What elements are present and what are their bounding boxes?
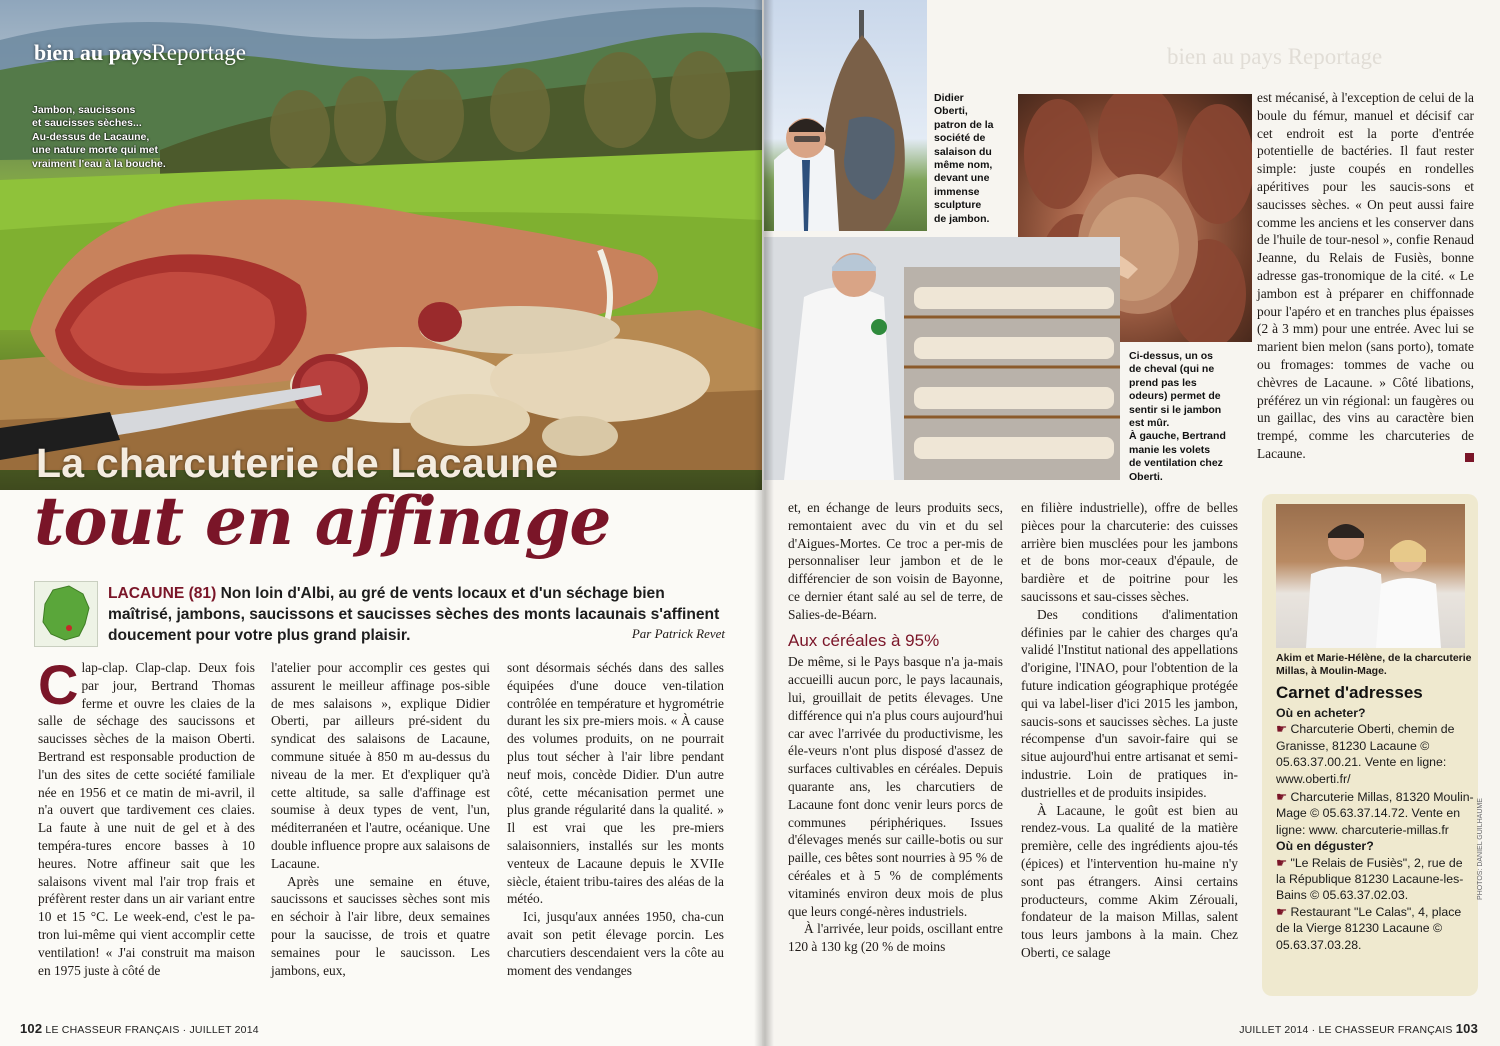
drop-cap: C xyxy=(38,653,79,716)
col6-para-3: À Lacaune, le goût est bien au rendez-vous. La qualité de la matière première, celle des ingrédients ajou-tés (épices) et l'intervention hu-maine n'y sont pas étrangers. Ainsi certains producteurs, comme Akim Zérouali, fondateur de la maison Millas, salent tous leurs jambons à la main. Chez Oberti, ce salage xyxy=(1021,802,1238,960)
section-rubric xyxy=(34,40,246,66)
caption-line: odeurs) permet de xyxy=(1129,390,1221,403)
hero-illustration xyxy=(0,0,762,490)
column-4-top xyxy=(1257,89,1474,462)
carnet-entry-relais xyxy=(1276,855,1474,904)
col5-para-3: À l'arrivée, leur poids, oscillant entre 120 à 130 kg (20 % de moins xyxy=(788,921,1003,955)
france-map-icon xyxy=(34,581,98,647)
caption-line: même nom, xyxy=(934,159,993,172)
caption-line: Oberti, xyxy=(934,105,968,118)
caption-line: est mûr. xyxy=(1129,417,1170,430)
carnet-entry-text: Restaurant "Le Calas", 4, place de la Vierge 81230 Lacaune © 05.63.37.03.28. xyxy=(1276,904,1462,952)
hero-caption-line: et saucisses sèches... xyxy=(32,117,142,130)
end-mark xyxy=(1465,453,1474,462)
carnet-list xyxy=(1276,705,1474,953)
column-6 xyxy=(1021,499,1238,962)
caption-line: de ventilation chez xyxy=(1129,457,1223,470)
pointing-hand-icon: ☛ xyxy=(1276,790,1291,805)
col6-para-2: Des conditions d'alimentation définies par le cahier des charges qu'a validé l'Institut national des appellations d'origine, l'INAO, pour l'obtention de la future indication géographique protégée qui va label-liser d'ici 2015 les jambon, saucis-sons et saucisses sèches. La juste récompense d'un savoir-faire qui se situe aujourd'hui entre artisanat et semi-industrie. Loin de pratiques in-dustrielles et de produits insipides. xyxy=(1021,606,1238,800)
col1-text: lap-clap. Clap-clap. Deux fois par jour, Bertrand Thomas ferme et ouvre les claies de la salle de séchage des saucissons et saucisses sèches de la maison Oberti. Bertrand est responsable production de l'un des sites de cette société familiale née en 1956 et ce matin de mi-avril, il n'a ouvert que tardivement ces claies. La faute à une nuit de gel et à des tempéra-tures encore basses à 10 heures. Notre affineur sait que les salaisons vivent mal l'air trop frais et préfèrent rester dans un air variant entre 10 et 15 °C. Le week-end, c'est le pa-tron lui-même qui vient accomplir cette ventilation! « J'ai construit ma maison en 1975 juste à côté de xyxy=(38,660,255,978)
right-page xyxy=(762,0,1500,1046)
caption-line: patron de la xyxy=(934,118,994,131)
col3-para-1: sont désormais séchés dans des salles équipées d'une douce ven-tilation contrôlée en température et hygrométrie durant les six pre-miers mois. « À cause des volumes produits, on ne pourrait plus tout sécher à l'air libre pendant neuf mois, concède Didier. D'un autre côté, cette mécanisation permet une plus grande régularité dans la qualité. » Il est vrai que les pre-miers salaisonniers, installés sur les monts venteux de Lacaune depuis le XVIIe siècle, étaient tribu-taires des aléas de la météo. xyxy=(507,660,724,907)
carnet-title: Carnet d'adresses xyxy=(1276,683,1423,702)
carnet-entry-calas xyxy=(1276,904,1474,953)
hero-caption xyxy=(32,104,192,171)
caption-line: Oberti. xyxy=(1129,470,1163,483)
hero-caption-line: Au-dessus de Lacaune, xyxy=(32,130,150,143)
column-3 xyxy=(507,659,724,979)
pointing-hand-icon: ☛ xyxy=(1276,855,1291,870)
ghost-header: bien au pays Reportage xyxy=(1167,44,1383,69)
carnet-photo-caption: Akim et Marie-Hélène, de la charcuterie Millas, à Moulin-Mage. xyxy=(1276,652,1472,678)
col3-para-2: Ici, jusqu'aux années 1950, cha-cun avait son petit élevage porcin. Les charcutiers descendaient vers la côte au moment des vendanges xyxy=(507,909,724,978)
col2-para-2: Après une semaine en étuve, saucissons et saucisses sèches sont mis en séchoir à l'air libre, deux semaines pour la saucisse, de trois et quatre semaines pour le saucisson. Les jambons, eux, xyxy=(271,873,490,978)
lead-text: Non loin d'Albi, au gré de vents locaux et d'un séchage bien maîtrisé, jambons, saucissons et saucisses sèches des monts lacaunais s'affinent doucement pour votre plus grand plaisir. xyxy=(108,585,720,644)
title-line-1: La charcuterie de Lacaune xyxy=(36,440,559,486)
caption-didier xyxy=(934,92,1014,226)
caption-line: de cheval (qui ne xyxy=(1129,363,1215,376)
col1-para xyxy=(38,653,255,979)
carnet-entry-text: Charcuterie Millas, 81320 Moulin-Mage © 05.63.37.14.72. Vente en ligne: www. charcuterie-millas.fr xyxy=(1276,790,1474,837)
carnet-question-1: Où en acheter? xyxy=(1276,706,1366,720)
title-line-2: tout en affinage xyxy=(34,482,611,560)
column-1 xyxy=(38,653,255,979)
col5-para-1: et, en échange de leurs produits secs, remontaient avec du vin et du sel d'Aigues-Mortes. Ce troc a per-mis de personnaliser leur jambon et de le différencier de son voisin de Bayonne, ce dernier étant salé au sel de terre, de Salies-de-Béarn. xyxy=(788,500,1003,622)
column-5 xyxy=(788,499,1003,956)
left-footer xyxy=(20,1021,259,1036)
right-footer xyxy=(1239,1021,1478,1036)
rubric-light: Reportage xyxy=(151,40,246,65)
page-number-right: 103 xyxy=(1455,1021,1478,1036)
col4-para: est mécanisé, à l'exception de celui de la boule du fémur, manuel et décisif car cet endroit est la porte d'entrée potentielle de bactéries. Il faut rester simple: juste coupés en rondelles apéritives pour les saucis-sons et saucisses sèches. « On peut aussi faire comme les anciens et les conserver dans de l'huile de tour-nesol », confie Renaud Jeanne, du Relais de Fusiès, bonne adresse gas-tronomique de la cité. « Le jambon est à préparer en chiffonnade pour l'apéro et en tranches plus épaisses (2 à 3 mm) pour une entrée. Avec lui se marient bien melon (sans porto), tomate ou fromages: tommes de vache ou chèvres de Lacaune. » Côté libations, préférez un vin régional: un faugères ou un gaillac, des vins au caractère bien trempé, comme les charcuteries de Lacaune. xyxy=(1257,90,1474,461)
footer-text-right: JUILLET 2014 · LE CHASSEUR FRANÇAIS xyxy=(1239,1024,1453,1036)
caption-line: de jambon. xyxy=(934,212,990,225)
caption-line: immense xyxy=(934,185,980,198)
page-number-left: 102 xyxy=(20,1021,43,1036)
col2-para-1: l'atelier pour accomplir ces gestes qui assurent le meilleur affinage pos-sible de mes salaisons », explique Didier Oberti, par ailleurs pré-sident du syndicat des salaisons de Lacaune, commune située à 850 m au-dessus du niveau de la mer. Et d'expliquer qu'à cette altitude, sa salle d'affinage est soumise à deux types de vent, l'un, méditerranéen et l'autre, océanique. Une double influence propre aux salaisons de Lacaune. xyxy=(271,660,490,871)
caption-line: manie les volets xyxy=(1129,443,1211,456)
photo-ham-sculpture xyxy=(764,0,927,231)
footer-text-left: LE CHASSEUR FRANÇAIS · JUILLET 2014 xyxy=(45,1024,259,1036)
caption-line: Ci-dessus, un os xyxy=(1129,350,1214,362)
caption-line: prend pas les xyxy=(1129,376,1197,389)
col5-para-2: De même, si le Pays basque n'a ja-mais accueilli aucun porc, le pays lacaunais, lui, grouillait de petits élevages. Une différence qui n'a plus cours aujourd'hui car avec l'arrivée du productivisme, les éle-veurs n'ont plus disposé d'assez de surfaces cultivables en céréales. Depuis quarante ans, les charcutiers de Lacaune font donc venir leurs porcs de communes périphériques. Issues d'élevages menés sur caille-botis ou sur paille, ces bêtes sont nourries à 95 % de céréales et à 5 % de compléments vitaminés environ deux mois de plus que leurs congé-nères industriels. xyxy=(788,654,1003,919)
caption-line: devant une xyxy=(934,172,990,185)
lead-location: LACAUNE (81) xyxy=(108,585,217,602)
pointing-hand-icon: ☛ xyxy=(1276,722,1291,737)
caption-line: sculpture xyxy=(934,199,982,212)
address-box xyxy=(1262,494,1478,996)
caption-line: salaison du xyxy=(934,145,992,158)
hero-caption-line: une nature morte qui met xyxy=(32,144,159,157)
carnet-entry-millas xyxy=(1276,789,1474,838)
subhead-cereales: Aux céréales à 95% xyxy=(788,630,940,650)
carnet-entry-text: "Le Relais de Fusiès", 2, rue de la République 81230 Lacaune-les-Bains © 05.63.37.02.03. xyxy=(1276,855,1464,903)
rubric-bold: bien au pays xyxy=(34,40,152,65)
caption-line: sentir si le jambon xyxy=(1129,403,1222,416)
carnet-question-2: Où en déguster? xyxy=(1276,839,1374,854)
byline: Par Patrick Revet xyxy=(631,626,725,641)
photo-drying-room xyxy=(764,237,1120,480)
caption-line: Didier xyxy=(934,92,964,104)
carnet-entry-oberti xyxy=(1276,721,1474,787)
photo-credit: PHOTOS: DANIEL GUILHAUME xyxy=(1477,798,1484,900)
photo-millas-owners xyxy=(1276,504,1465,648)
caption-line: société de xyxy=(934,132,986,145)
hero-caption-line: vraiment l'eau à la bouche. xyxy=(32,157,166,170)
column-2 xyxy=(271,659,490,979)
hero-photo xyxy=(0,0,762,490)
hero-caption-line: Jambon, saucissons xyxy=(32,104,136,116)
caption-os-de-cheval xyxy=(1129,350,1247,484)
pointing-hand-icon: ☛ xyxy=(1276,904,1291,919)
caption-line: À gauche, Bertrand xyxy=(1129,430,1226,443)
col6-para-1: en filière industrielle), offre de belles pièces pour la charcuterie: des cuisses arrière bien musclées pour les jambons et de bons mor-ceaux d'épaule, de bardière et de poitrine pour les saucissons et sau-cisses sèches. xyxy=(1021,500,1238,604)
carnet-entry-text: Charcuterie Oberti, chemin de Granisse, 81230 Lacaune © 05.63.37.00.21. Vente en ligne: www.oberti.fr/ xyxy=(1276,722,1455,786)
